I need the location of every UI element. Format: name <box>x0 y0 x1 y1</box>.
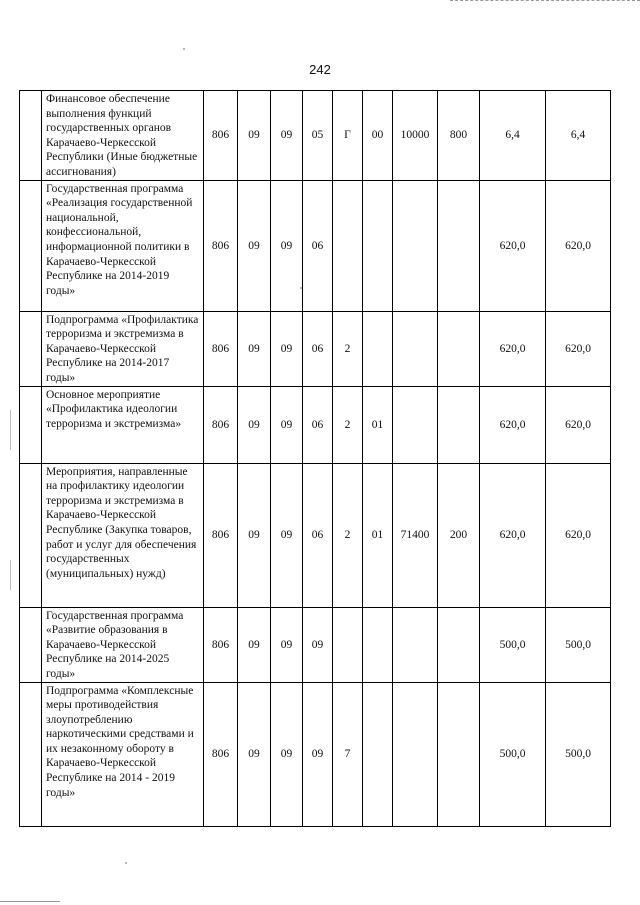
row-description: Финансовое обеспечение выполнения функций государственных органов Карачаево-Черкесской Республики (Иные бюджетные ассигнования) <box>42 91 204 181</box>
cell-rz: 09 <box>238 682 271 826</box>
cell-sum2: 500,0 <box>546 682 611 826</box>
row-number-cell <box>20 682 42 826</box>
cell-p3: 00 <box>363 91 393 181</box>
cell-p2 <box>333 607 363 682</box>
cell-p2: Г <box>333 91 363 181</box>
cell-sum2: 620,0 <box>546 463 611 607</box>
row-description: Подпрограмма «Профилактика терроризма и экстремизма в Карачаево-Черкесской Республике на 2014-2017 годы» <box>42 311 204 386</box>
cell-p1: 09 <box>303 607 333 682</box>
row-number-cell <box>20 180 42 311</box>
row-number-cell <box>20 311 42 386</box>
table-row <box>20 386 611 463</box>
footer-line <box>0 901 60 902</box>
cell-p2: 2 <box>333 386 363 463</box>
cell-vr: 800 <box>438 91 480 181</box>
cell-vr <box>438 311 480 386</box>
row-description: Подпрограмма «Комплексные меры противодействия злоупотреблению наркотическими средствами и их незаконному обороту в Карачаево-Черкесской Республике на 2014 - 2019 годы» <box>42 682 204 826</box>
cell-vr <box>438 682 480 826</box>
row-number-cell <box>20 91 42 181</box>
cell-p3 <box>363 607 393 682</box>
page-number: 242 <box>309 62 331 77</box>
cell-p3: 01 <box>363 386 393 463</box>
cell-sum2: 620,0 <box>546 311 611 386</box>
cell-pr: 09 <box>271 607 303 682</box>
cell-code <box>393 607 438 682</box>
cell-ved: 806 <box>204 311 238 386</box>
cell-sum1: 620,0 <box>480 386 546 463</box>
cell-p3: 01 <box>363 463 393 607</box>
cell-p1: 05 <box>303 91 333 181</box>
cell-p1: 06 <box>303 180 333 311</box>
scan-artifact <box>125 862 127 864</box>
cell-sum2: 620,0 <box>546 180 611 311</box>
cell-sum1: 500,0 <box>480 682 546 826</box>
row-description: Государственная программа «Развитие образования в Карачаево-Черкесской Республике на 2014-2025 годы» <box>42 607 204 682</box>
cell-ved: 806 <box>204 91 238 181</box>
cell-rz: 09 <box>238 386 271 463</box>
cell-pr: 09 <box>271 180 303 311</box>
cell-rz: 09 <box>238 463 271 607</box>
cell-vr: 200 <box>438 463 480 607</box>
cell-pr: 09 <box>271 386 303 463</box>
cell-code: 71400 <box>393 463 438 607</box>
cell-rz: 09 <box>238 311 271 386</box>
scan-artifact <box>183 48 185 50</box>
cell-sum2: 500,0 <box>546 607 611 682</box>
cell-sum2: 620,0 <box>546 386 611 463</box>
cell-p1: 06 <box>303 463 333 607</box>
table-row <box>20 682 611 826</box>
cell-code <box>393 311 438 386</box>
cell-rz: 09 <box>238 607 271 682</box>
table-row <box>20 607 611 682</box>
row-description: Государственная программа «Реализация государственной национальной, конфессиональной, информационной политики в Карачаево-Черкесской Республике на 2014-2019 годы» <box>42 180 204 311</box>
cell-code: 10000 <box>393 91 438 181</box>
cell-p2: 7 <box>333 682 363 826</box>
cell-sum1: 620,0 <box>480 311 546 386</box>
cell-p1: 09 <box>303 682 333 826</box>
scan-edge-line <box>450 0 640 1</box>
row-description: Мероприятия, направленные на профилактику идеологии терроризма и экстремизма в Карачаево-Черкесской Республике (Закупка товаров, работ и услуг для обеспечения государственных (муниципальных) нужд) <box>42 463 204 607</box>
cell-ved: 806 <box>204 180 238 311</box>
cell-vr <box>438 180 480 311</box>
cell-sum1: 500,0 <box>480 607 546 682</box>
cell-sum1: 620,0 <box>480 463 546 607</box>
table-row <box>20 180 611 311</box>
cell-p2: 2 <box>333 463 363 607</box>
cell-p3 <box>363 180 393 311</box>
row-number-cell <box>20 386 42 463</box>
cell-ved: 806 <box>204 386 238 463</box>
table-row <box>20 463 611 607</box>
table-row <box>20 311 611 386</box>
cell-rz: 09 <box>238 91 271 181</box>
cell-sum1: 620,0 <box>480 180 546 311</box>
cell-code <box>393 180 438 311</box>
scan-artifact <box>10 560 11 590</box>
cell-pr: 09 <box>271 91 303 181</box>
scan-artifact <box>10 410 11 450</box>
cell-pr: 09 <box>271 682 303 826</box>
cell-p3 <box>363 311 393 386</box>
cell-vr <box>438 386 480 463</box>
cell-p2: 2 <box>333 311 363 386</box>
row-number-cell <box>20 463 42 607</box>
row-description: Основное мероприятие «Профилактика идеологии терроризма и экстремизма» <box>42 386 204 463</box>
cell-pr: 09 <box>271 311 303 386</box>
cell-sum2: 6,4 <box>546 91 611 181</box>
cell-ved: 806 <box>204 607 238 682</box>
cell-code <box>393 386 438 463</box>
budget-table <box>19 90 611 827</box>
table-row <box>20 91 611 181</box>
row-number-cell <box>20 607 42 682</box>
cell-sum1: 6,4 <box>480 91 546 181</box>
cell-ved: 806 <box>204 682 238 826</box>
cell-p3 <box>363 682 393 826</box>
cell-p2 <box>333 180 363 311</box>
cell-rz: 09 <box>238 180 271 311</box>
cell-vr <box>438 607 480 682</box>
cell-p1: 06 <box>303 386 333 463</box>
cell-code <box>393 682 438 826</box>
cell-pr: 09 <box>271 463 303 607</box>
cell-ved: 806 <box>204 463 238 607</box>
cell-p1: 06 <box>303 311 333 386</box>
